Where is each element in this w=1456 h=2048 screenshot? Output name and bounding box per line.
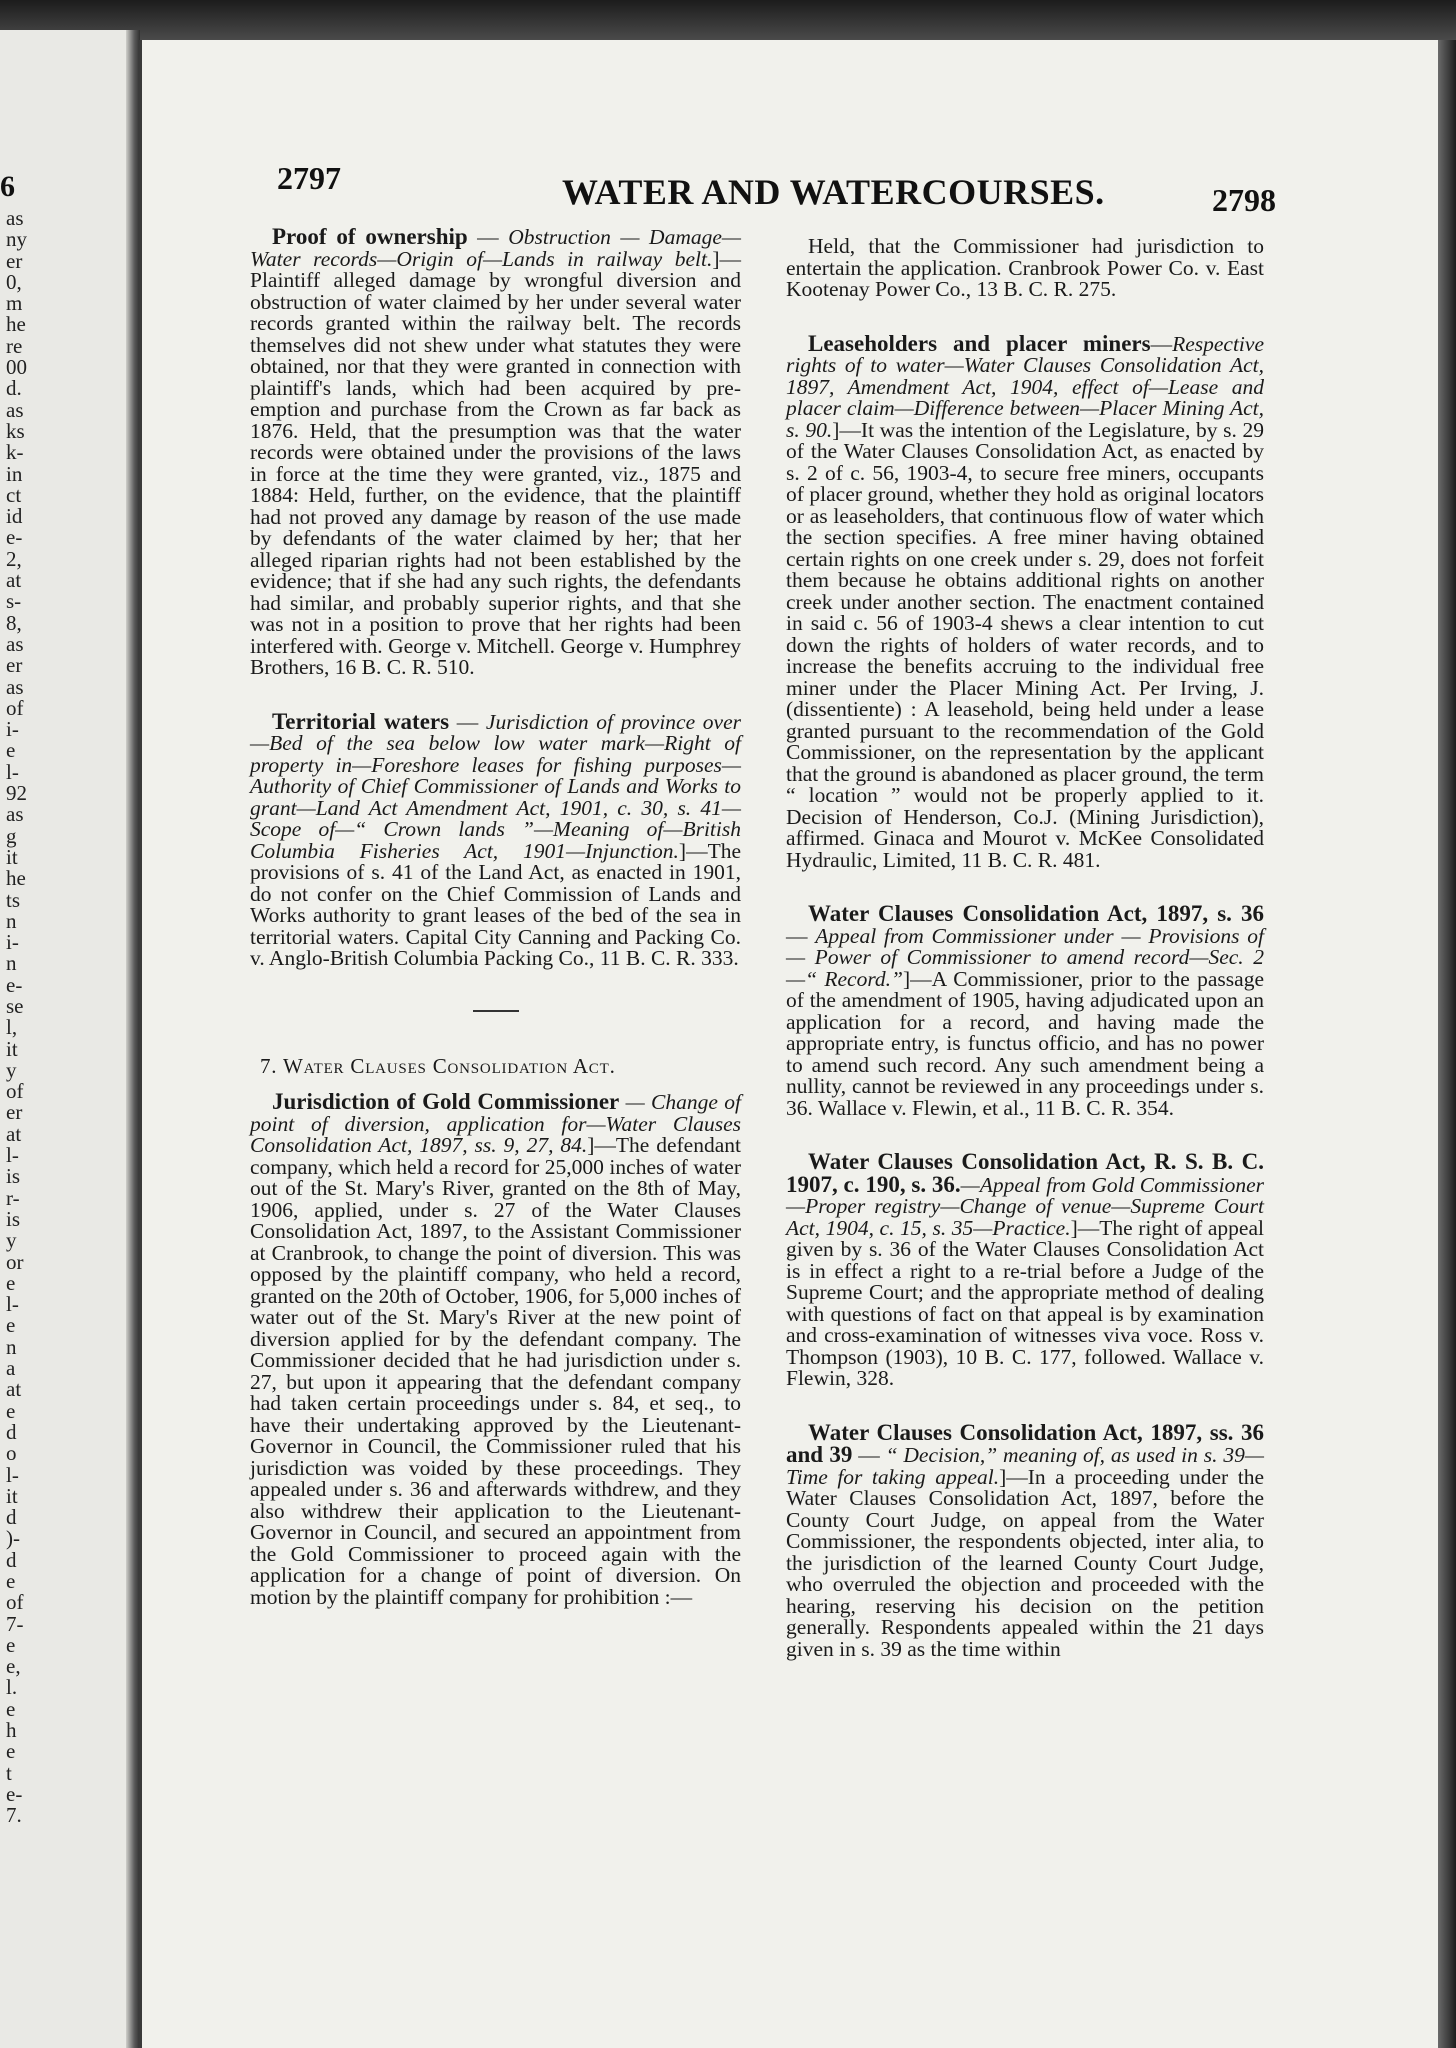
entry-body: ]—A Commissioner, prior to the passage of the amendment of 1905, having adjudicated upon an application for a record, and having made the appropriate entry, is functus officio, and has no power to amend such record. Any such amendment being a nullity, cannot be reviewed in any proceedings under s. 36. Wallace v. Flewin, et al., 11 B. C. R. 354.: [786, 966, 1264, 1120]
entry-catchwords: — Change of point of diversion, application for—Water Clauses Consolidation Act, 1897, ss. 9, 27, 84.: [250, 1090, 742, 1157]
entry-separator: —: [1150, 331, 1173, 356]
digest-entry: [786, 903, 1264, 1119]
entry-heading: Water Clauses Consolidation Act, 1897, ss. 36 and 39: [786, 1419, 1264, 1467]
section-divider: [473, 1010, 519, 1012]
digest-entry: [786, 1151, 1264, 1390]
entry-heading: Territorial waters: [272, 708, 450, 734]
entry-body: ]—It was the intention of the Legislature, by s. 29 of the Water Clauses Consolidation Act, as enacted by s. 2 of c. 56, 1903-4, to secure free miners, occupants of placer ground, whether they hold as original locators or as leaseholders, that continuous flow of water which the section specifies. A free miner having obtained certain rights on one creek under s. 29, does not forfeit them because he obtains additional rights on another creek under another section. The enactment contained in said c. 56 of 1903-4 shews a clear intention to cut down the rights of holders of water records, and to increase the benefits accruing to the individual free miner under the Placer Mining Act. Per Irving, J. (dissentiente) : A leasehold, being held under a lease granted pursuant to the recommendation of the Gold Commissioner, on the representation by the applicant that the ground is abandoned as placer ground, the term “ location ” would not be properly applied to it. Decision of Henderson, Co.J. (Mining Jurisdiction), affirmed. Ginaca and Mourot v. McKee Consolidated Hydraulic, Limited, 11 B. C. R. 481.: [786, 417, 1264, 872]
digest-entry: [250, 1091, 741, 1608]
section-heading: 7. Water Clauses Consolidation Act.: [260, 1053, 616, 1078]
facing-page-number: 6: [0, 170, 15, 203]
facing-page-fragments: as ny er 0, m he re 00 d. as ks k- in ct id e- 2, at s- 8, as er as of i- e l- 92 as g it he ts n i- n e- se l, it y of er at l- is r- is y or e l- e n a at e d o l- it d )- d e of 7- e e, l. e h e t e- 7.: [6, 206, 27, 1828]
entry-heading: Proof of ownership: [272, 224, 468, 249]
entry-separator: —: [467, 225, 509, 249]
entry-body: ]—The defendant company, which held a record for 25,000 inches of water out of the St. Mary's River, granted on the 8th of May, 1906, applied, under s. 27 of the Water Clauses Consolidation Act, 1897, to the Assistant Commissioner at Cranbrook, to change the point of diversion. This was opposed by the plaintiff company, who held a record, granted on the 20th of October, 1906, for 5,000 inches of water out of the St. Mary's River at the new point of diversion applied for by the defendant company. The Commissioner decided that he had jurisdiction under s. 27, but upon it appearing that the defendant company had taken certain proceedings under s. 84, et seq., to have their undertaking approved by the Lieutenant-Governor in Council, the Commissioner ruled that his jurisdiction was voided by these proceedings. They appealed under s. 36 and afterwards withdrew, and they also withdrew their application to the Lieutenant-Governor in Council, and secured an appointment from the Gold Commissioner to proceed again with the application for a change of point of diversion. On motion by the plaintiff company for prohibition :—: [250, 1133, 741, 1609]
entry-body: ]—In a proceeding under the Water Clauses Consolidation Act, 1897, before the County Court Judge, on appeal from the Water Commissioner, the respondents objected, inter alia, to the jurisdiction of the learned County Court Judge, who overruled the objection and proceeded with the hearing, reserving his decision on the petition generally. Respondents appealed within the 21 days given in s. 39 as the time within: [786, 1464, 1264, 1661]
entry-heading: Leaseholders and placer miners: [808, 330, 1151, 356]
entry-heading: Water Clauses Consolidation Act, 1897, s. 36: [808, 901, 1264, 926]
scan-right-border: [1438, 40, 1456, 2048]
page-number-left: 2797: [277, 160, 341, 196]
left-column-entries-after: [250, 1091, 741, 1608]
scan-top-border: [0, 0, 1456, 40]
digest-entry: [250, 226, 741, 679]
right-column-entries: [786, 236, 1264, 1660]
book-page: [138, 40, 1442, 2048]
facing-page-edge: [0, 30, 140, 2048]
right-column: [786, 236, 1264, 1660]
entry-body: ]—The provisions of s. 41 of the Land Act, as enacted in 1901, do not confer on the Chief Commission of Lands and Works authority to grant leases of the bed of the sea in territorial waters. Capital City Canning and Packing Co. v. Anglo-British Columbia Packing Co., 11 B. C. R. 333.: [250, 838, 741, 970]
page-number-right: 2798: [1212, 182, 1276, 218]
entry-catchwords: Jurisdiction of province over—Bed of the sea below low water mark—Right of property in—Foreshore leases for fishing purposes—Authority of Chief Commissioner of Lands and Works to grant—Land Act Amendment Act, 1901, c. 30, s. 41—Scope of—“ Crown lands ”—Meaning of—British Columbia Fisheries Act, 1901—Injunction.: [250, 709, 741, 863]
entry-heading: Jurisdiction of Gold Commissioner: [272, 1089, 620, 1114]
entry-catchwords: Appeal from Commissioner under — Provisions of — Power of Commissioner to amend record—Sec. 2—“ Record.”: [786, 923, 1264, 991]
digest-entry: [250, 708, 741, 970]
entry-separator: —: [786, 923, 816, 948]
digest-entry: [786, 330, 1264, 872]
running-title: WATER AND WATERCOURSES.: [562, 172, 1105, 212]
entry-body: ]—Plaintiff alleged damage by wrongful diversion and obstruction of water claimed by her under several water records granted within the railway belt. The records themselves did not shew under what statutes they were obtained, nor that they were granted in connection with plaintiff's lands, which had been acquired by pre-emption and purchase from the Crown as far back as 1876. Held, that the presumption was that the water records were obtained under the provisions of the laws in force at the time they were granted, viz., 1875 and 1884: Held, further, on the evidence, that the plaintiff had not proved any damage by reason of the use made by defendants of the water claimed by her; that her alleged riparian rights had not been established by the evidence; that if she had any such rights, the defendants had similar, and probably superior rights, and that she was not in a position to prove that her rights had been interfered with. George v. Mitchell. George v. Humphrey Brothers, 16 B. C. R. 510.: [250, 246, 741, 679]
entry-catchwords: Obstruction — Damage—Water records—Origin of—Lands in railway belt.: [250, 225, 742, 271]
entry-body: ]—The right of appeal given by s. 36 of the Water Clauses Consolidation Act is in effect a right to a re-trial before a Judge of the Supreme Court; and the appropriate method of dealing with questions of fact on that appeal is by examination and cross-examination of witnesses viva voce. Ross v. Thompson (1903), 10 B. C. 177, followed. Wallace v. Flewin, 328.: [786, 1215, 1264, 1390]
entry-heading: Water Clauses Consolidation Act, R. S. B. C. 1907, c. 190, s. 36.: [786, 1149, 1264, 1197]
entry-catchwords: —Appeal from Gold Commissioner—Proper registry—Change of venue—Supreme Court Act, 1904, c. 15, s. 35—Practice.: [786, 1172, 1264, 1240]
digest-entry: [786, 236, 1264, 301]
entry-catchwords: Respective rights of to water—Water Clauses Consolidation Act, 1897, Amendment Act, 1904, effect of—Lease and placer claim—Difference between—Placer Mining Act, s. 90.: [786, 331, 1264, 442]
entry-separator: —: [852, 1443, 886, 1467]
entry-separator: —: [449, 709, 486, 734]
entry-catchwords: “ Decision,” meaning of, as used in s. 39—Time for taking appeal.: [786, 1443, 1264, 1489]
left-column-entries: [250, 226, 741, 970]
digest-entry: [786, 1419, 1264, 1661]
left-column: [250, 226, 741, 1608]
entry-body: Held, that the Commissioner had jurisdiction to entertain the application. Cranbrook Power Co. v. East Kootenay Power Co., 13 B. C. R. 275.: [786, 234, 1264, 301]
